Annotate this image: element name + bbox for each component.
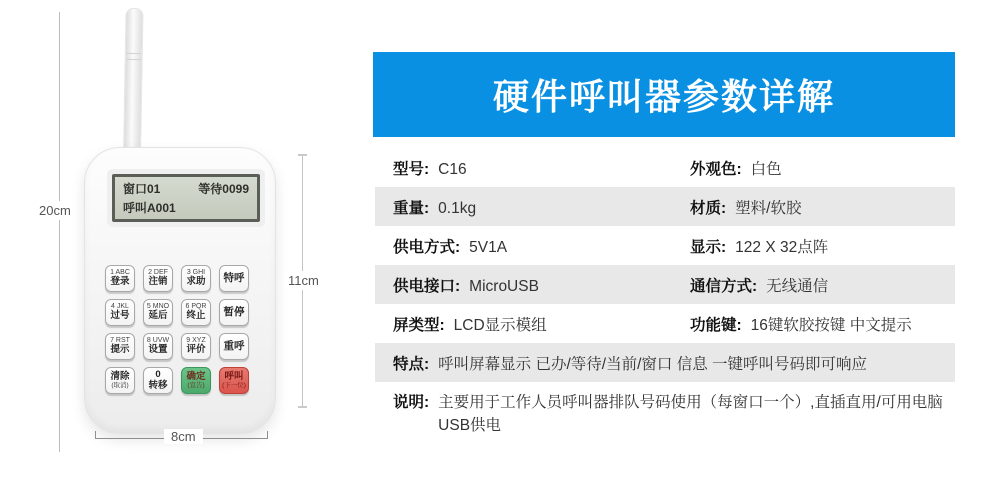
key-clear-cancel: 清除 (取消)	[105, 367, 135, 394]
height-dimension-label: 20cm	[36, 201, 74, 220]
spec-cell-color: 外观色: 白色	[690, 160, 782, 178]
width-dimension-tick-left	[95, 431, 96, 439]
key-7-hint: 7 RST 提示	[105, 333, 135, 360]
device-antenna	[123, 8, 144, 156]
key-9-rate: 9 XYZ 评价	[181, 333, 211, 360]
spec-cell-notes: 说明: 主要用于工作人员呼叫器排队号码使用（每窗口一个）,直插直用/可用电脑USB供电	[393, 394, 943, 435]
key-4-skip: 4 JKL 过号	[105, 299, 135, 326]
key-special-call: 特呼	[219, 265, 249, 292]
key-3-help: 3 GHI 求助	[181, 265, 211, 292]
key-1-login: 1 ABC 登录	[105, 265, 135, 292]
key-call-next: 呼叫 (下一位)	[219, 367, 249, 394]
spec-table	[375, 148, 955, 438]
key-confirm-announce: 确定 (宣告)	[181, 367, 211, 394]
keypad-dimension-label: 11cm	[285, 271, 322, 290]
spec-row-model	[375, 148, 955, 187]
key-6-end: 6 PQR 终止	[181, 299, 211, 326]
key-0-transfer: 0 转移	[143, 367, 173, 394]
key-2-logout: 2 DEF 注销	[143, 265, 173, 292]
key-8-settings: 8 UVW 设置	[143, 333, 173, 360]
spec-row-weight	[375, 187, 955, 226]
lcd-call-number: 呼叫A001	[123, 201, 176, 215]
spec-row-screen	[375, 304, 955, 343]
spec-cell-power-port: 供电接口: MicroUSB	[393, 277, 539, 295]
spec-row-notes	[375, 382, 955, 438]
page-title: 硬件呼叫器参数详解	[492, 76, 835, 117]
width-dimension-label: 8cm	[164, 429, 203, 444]
spec-cell-display: 显示: 122 X 32点阵	[690, 238, 829, 256]
antenna-segment-line	[127, 59, 141, 60]
lcd-waiting-count: 等待0099	[198, 182, 249, 196]
key-5-postpone: 5 MNO 延后	[143, 299, 173, 326]
device-keypad	[105, 265, 249, 394]
spec-row-port	[375, 265, 955, 304]
keypad-dimension-tick-bottom	[298, 406, 307, 408]
spec-cell-model: 型号: C16	[393, 160, 467, 178]
spec-row-features	[375, 343, 955, 382]
spec-cell-material: 材质: 塑料/软胶	[690, 199, 802, 217]
lcd-window-number: 窗口01	[123, 182, 161, 196]
lcd-line1	[123, 180, 249, 197]
spec-cell-communication: 通信方式: 无线通信	[690, 277, 829, 295]
keypad-dimension-tick-top	[298, 154, 307, 156]
spec-cell-function-keys: 功能键: 16键软胶按键 中文提示	[690, 316, 912, 334]
spec-cell-weight: 重量: 0.1kg	[393, 199, 477, 217]
key-pause: 暂停	[219, 299, 249, 326]
spec-cell-features: 特点: 呼叫屏幕显示 已办/等待/当前/窗口 信息 一键呼叫号码即可响应	[393, 355, 868, 373]
width-dimension-tick-right	[267, 431, 268, 439]
spec-row-power	[375, 226, 955, 265]
header-banner	[373, 52, 955, 137]
key-recall: 重呼	[219, 333, 249, 360]
lcd-screen	[112, 174, 260, 222]
spec-cell-screen-type: 屏类型: LCD显示模组	[393, 316, 547, 334]
antenna-segment-line	[127, 53, 141, 54]
height-dimension-line	[59, 12, 60, 452]
spec-cell-power-mode: 供电方式: 5V1A	[393, 238, 508, 256]
